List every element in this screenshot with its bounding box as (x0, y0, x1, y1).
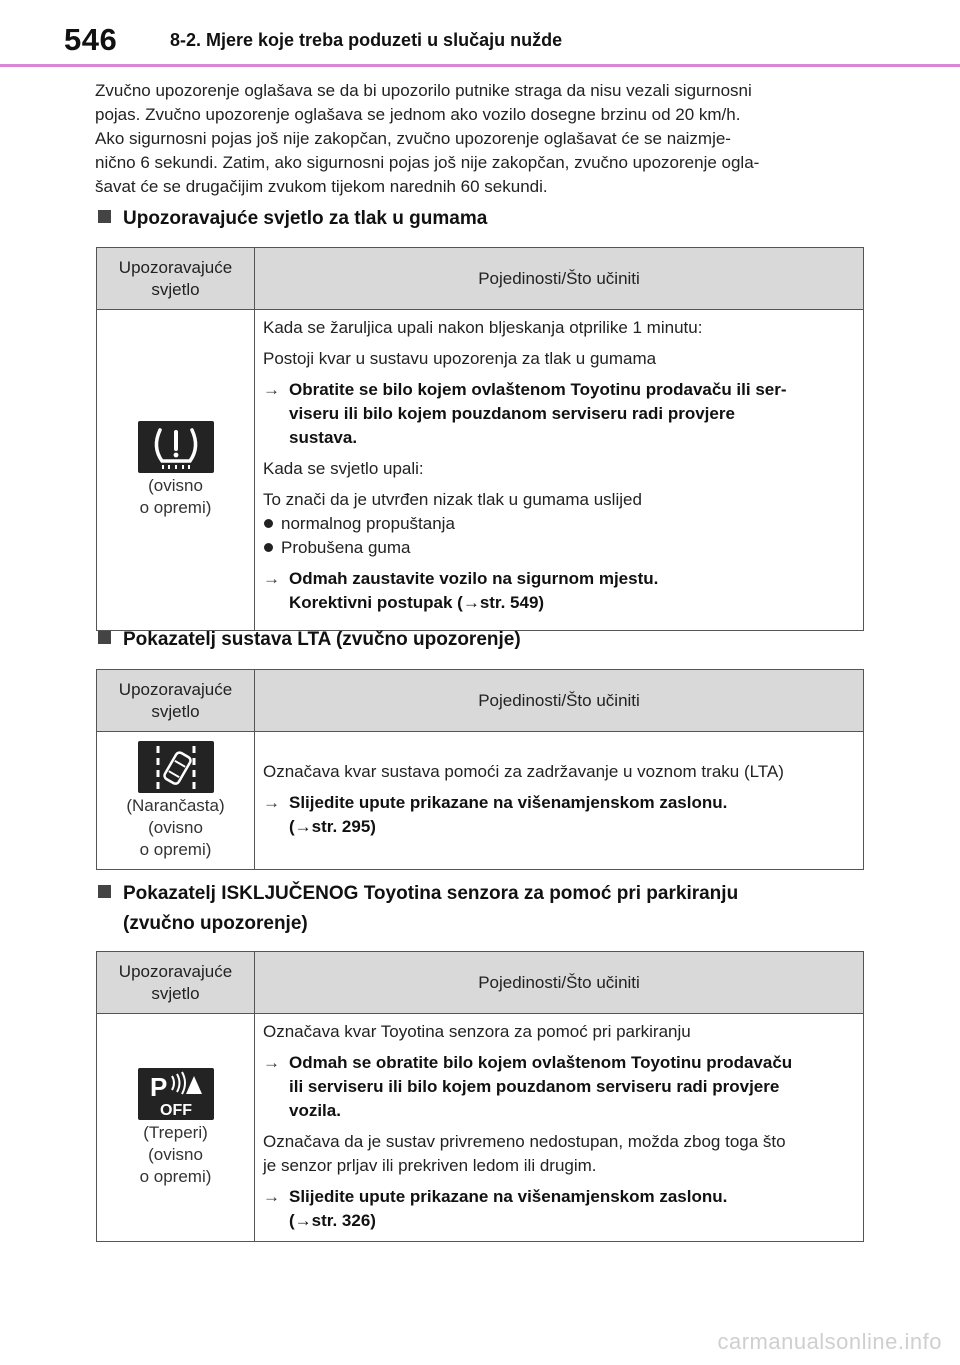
table-tire-pressure (96, 247, 864, 631)
page-reference[interactable]: str. 326) (311, 1211, 376, 1230)
intro-paragraph (95, 79, 870, 199)
page-header (0, 0, 960, 68)
icon-off-label: OFF (159, 1101, 192, 1119)
header-warning-light: Upozoravajuće svjetlo (97, 952, 255, 1014)
page-reference[interactable]: str. 549) (479, 593, 545, 612)
parking-sensor-off-icon (138, 1068, 214, 1120)
section-title-tire-pressure: Upozoravajuće svjetlo za tlak u gumama (98, 204, 487, 234)
page-reference[interactable]: str. 295) (311, 817, 376, 836)
header-warning-light: Upozoravajuće svjetlo (97, 248, 255, 310)
table-lta (96, 669, 864, 870)
details-cell: Označava kvar Toyotina senzora za pomoć pri parkiranju → Odmah se obratite bilo kojem ovlaštenom Toyotinu prodavaču ili serviseru ili bilo kojem pouzdanom serviseru radi provjere vozila. Označava da je sustav privremeno nedostupan, možda zbog toga što je senzor prljav ili prekriven ledom ili drugim. → Slijedite upute prikazane na višenamjenskom zaslonu. (→str. 326) (255, 1014, 864, 1242)
icon-caption: (ovisno o opremi) (139, 476, 212, 517)
arrow-icon: → (263, 1187, 280, 1206)
svg-text:P: P (149, 1071, 167, 1102)
arrow-icon: → (263, 380, 280, 399)
lane-tracing-assist-icon (138, 741, 214, 793)
details-cell: Označava kvar sustava pomoći za zadržavanje u voznom traku (LTA) → Slijedite upute prikazane na višenamjenskom zaslonu. (→str. 295) (255, 732, 864, 870)
arrow-icon: → (263, 793, 280, 812)
arrow-icon: → (462, 593, 480, 612)
intro-line: Zvučno upozorenje oglašava se da bi upozorilo putnike straga da nisu vezali sigurnosni (95, 81, 752, 100)
page-number: 546 (64, 22, 118, 57)
square-bullet-icon (98, 210, 111, 223)
icon-cell (97, 732, 255, 870)
arrow-icon: → (263, 569, 280, 588)
details-cell: Kada se žaruljica upali nakon bljeskanja otprilike 1 minutu: Postoji kvar u sustavu upozorenja za tlak u gumama → Obratite se bilo kojem ovlaštenom Toyotinu prodavaču ili ser- viseru ili bilo kojem pouzdanom serviseru radi provjere sustava. Kada se svjetlo upali: To znači da je utvrđen nizak tlak u gumama uslijed normalnog propuštanja Probušena guma → Odmah zaustavite vozilo na sigurnom mjestu. Korektivni postupak (→str. 549) (255, 310, 864, 631)
header-warning-light: Upozoravajuće svjetlo (97, 670, 255, 732)
action-instruction: → Slijedite upute prikazane na višenamjenskom zaslonu. (→str. 295) (263, 793, 728, 836)
icon-caption: (Treperi) (ovisno o opremi) (139, 1122, 212, 1186)
list-item: normalnog propuštanja (263, 512, 855, 536)
arrow-icon: → (263, 1053, 280, 1072)
header-divider (0, 64, 960, 67)
icon-cell (97, 1014, 255, 1242)
intro-line: pojas. Zvučno upozorenje oglašava se jednom ako vozilo dosegne brzinu od 20 km/h. (95, 105, 741, 124)
header-details: Pojedinosti/Što učiniti (255, 952, 864, 1014)
action-instruction: → Odmah zaustavite vozilo na sigurnom mjestu. Korektivni postupak (→str. 549) (263, 569, 659, 612)
arrow-icon: → (294, 1211, 312, 1230)
intro-line: šavat će se drugačijim zvukom tijekom narednih 60 sekundi. (95, 177, 548, 196)
icon-cell (97, 310, 255, 631)
arrow-icon: → (294, 817, 312, 836)
section-title-parking-sensor: Pokazatelj ISKLJUČENOG Toyotina senzora za pomoć pri parkiranju (zvučno upozorenje) (98, 879, 738, 939)
list-item: Probušena guma (263, 536, 855, 560)
action-instruction: → Obratite se bilo kojem ovlaštenom Toyotinu prodavaču ili ser- viseru ili bilo kojem pouzdanom serviseru radi provjere sustava. (263, 380, 787, 447)
header-details: Pojedinosti/Što učiniti (255, 670, 864, 732)
header-details: Pojedinosti/Što učiniti (255, 248, 864, 310)
icon-caption: (Narančasta) (ovisno o opremi) (126, 795, 225, 859)
watermark: carmanualsonline.info (717, 1329, 942, 1354)
intro-line: nično 6 sekundi. Zatim, ako sigurnosni pojas još nije zakopčan, zvučno upozorenje ogla- (95, 153, 760, 172)
square-bullet-icon (98, 631, 111, 644)
action-instruction: → Slijedite upute prikazane na višenamjenskom zaslonu. (→str. 326) (263, 1187, 728, 1230)
chapter-title: 8-2. Mjere koje treba poduzeti u slučaju nužde (170, 30, 563, 50)
action-instruction: → Odmah se obratite bilo kojem ovlaštenom Toyotinu prodavaču ili serviseru ili bilo kojem pouzdanom serviseru radi provjere vozila. (263, 1053, 793, 1120)
table-parking-sensor (96, 951, 864, 1242)
intro-line: Ako sigurnosni pojas još nije zakopčan, zvučno upozorenje oglašavat će se naizmje- (95, 129, 731, 148)
section-title-lta: Pokazatelj sustava LTA (zvučno upozorenje) (98, 625, 521, 655)
tire-pressure-warning-icon (138, 421, 214, 473)
square-bullet-icon (98, 885, 111, 898)
